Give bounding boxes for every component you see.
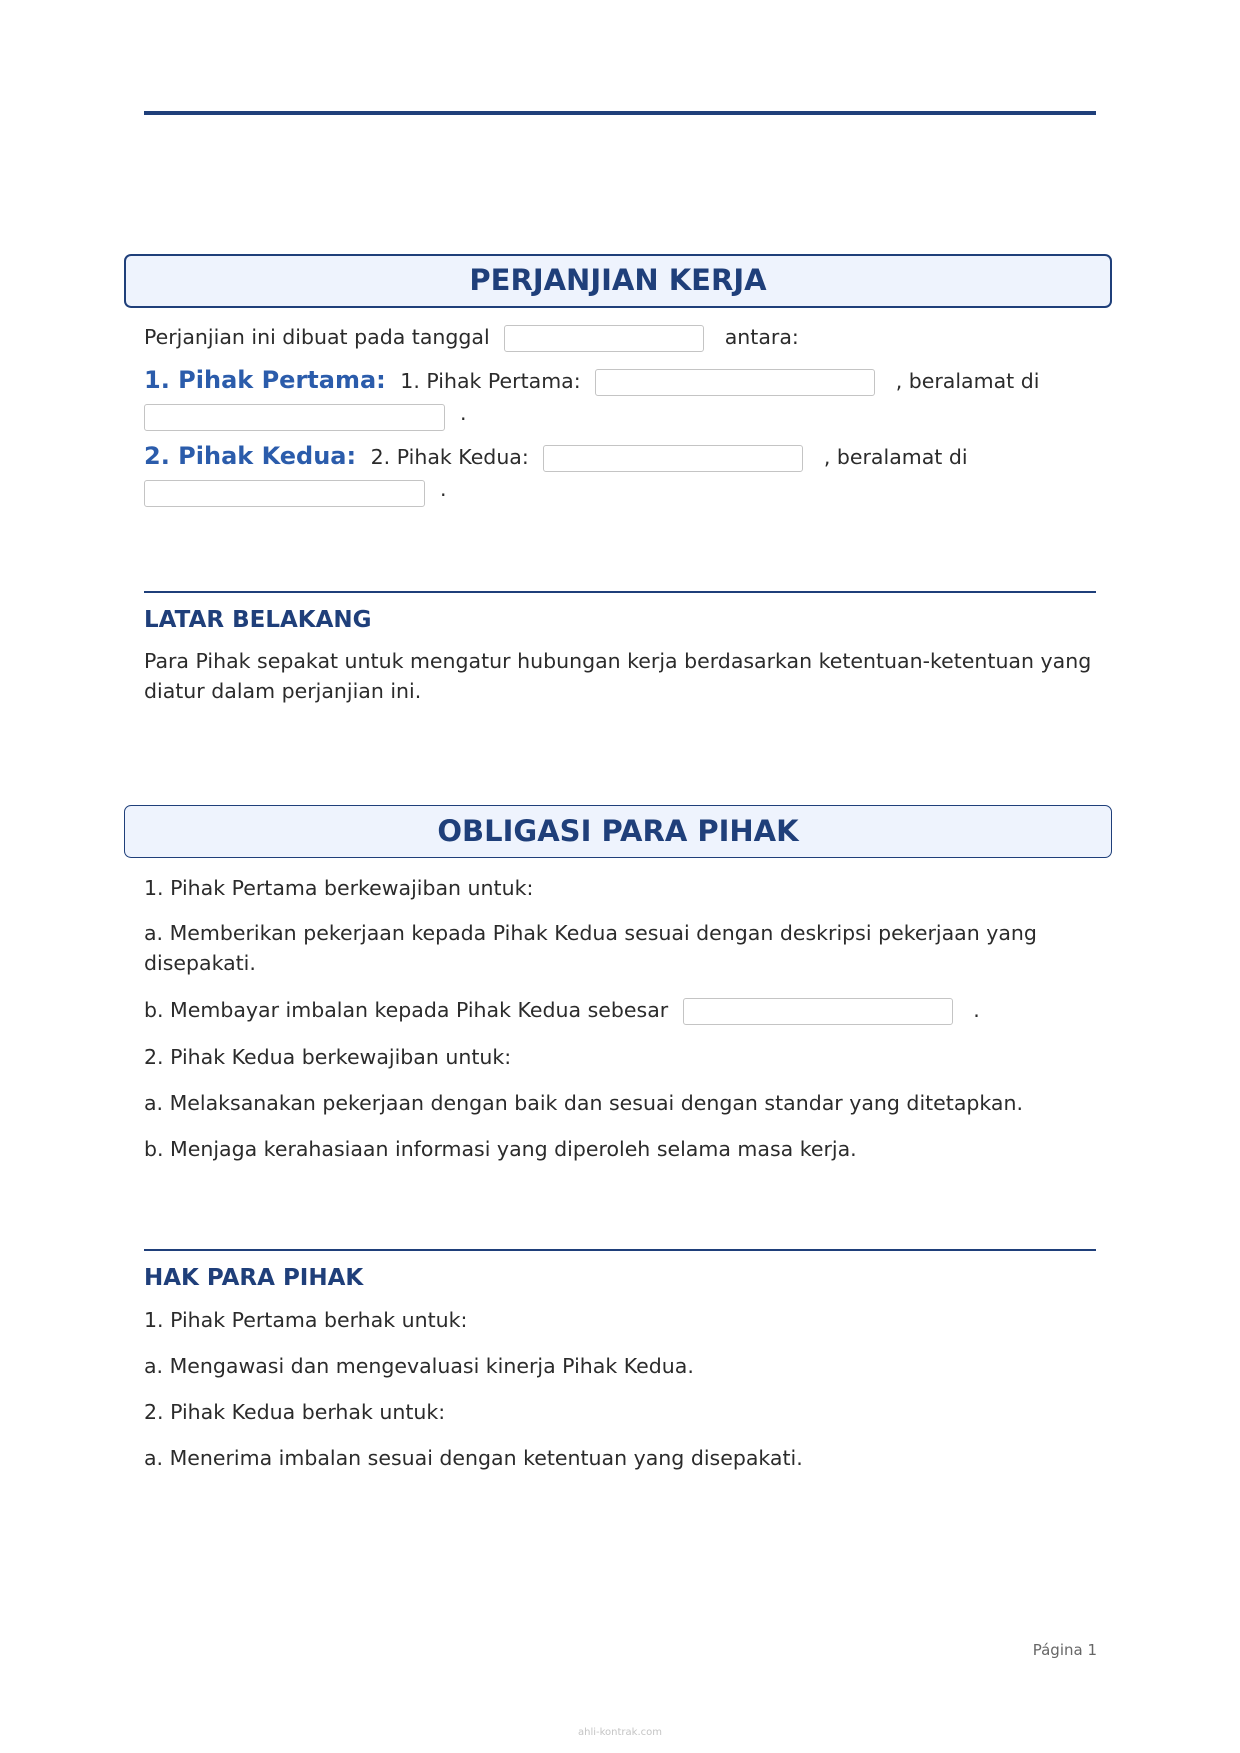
intro-text: Perjanjian ini dibuat pada tanggal <box>144 325 490 349</box>
latar-rule <box>144 591 1096 593</box>
party2-address-text: , beralamat di <box>823 445 968 469</box>
obligasi-p2a: a. Melaksanakan pekerjaan dengan baik dan sesuai dengan standar yang ditetapkan. <box>144 1091 1023 1115</box>
party1-name-field[interactable] <box>595 369 875 396</box>
party1-text: 1. Pihak Pertama: <box>400 369 581 393</box>
obligasi-p2: 2. Pihak Kedua berkewajiban untuk: <box>144 1045 512 1069</box>
party2-end: . <box>440 477 447 501</box>
intro-after-text: antara: <box>724 325 799 349</box>
obligasi-p1a: a. Memberikan pekerjaan kepada Pihak Kedua sesuai dengan deskripsi pekerjaan yang disepakati. <box>144 921 1037 975</box>
obligasi-p1b-line <box>144 996 980 1025</box>
title-heading: PERJANJIAN KERJA <box>124 254 1112 308</box>
intro-line <box>144 323 799 352</box>
party2-address-field[interactable] <box>144 480 425 507</box>
party2-text: 2. Pihak Kedua: <box>370 445 529 469</box>
latar-text: Para Pihak sepakat untuk mengatur hubungan kerja berdasarkan ketentuan-ketentuan yang diatur dalam perjanjian ini. <box>144 649 1092 703</box>
party2-name-field[interactable] <box>543 445 803 472</box>
obligasi-heading: OBLIGASI PARA PIHAK <box>124 805 1112 858</box>
site-watermark: ahli-kontrak.com <box>577 1727 662 1738</box>
hak-p2a: a. Menerima imbalan sesuai dengan ketentuan yang disepakati. <box>144 1446 803 1470</box>
hak-p1a: a. Mengawasi dan mengevaluasi kinerja Pihak Kedua. <box>144 1354 694 1378</box>
hak-p2: 2. Pihak Kedua berhak untuk: <box>144 1400 446 1424</box>
hak-rule <box>144 1249 1096 1251</box>
party1-label: 1. Pihak Pertama: <box>144 366 386 394</box>
date-field[interactable] <box>504 325 704 352</box>
party2-line <box>144 442 968 472</box>
salary-field[interactable] <box>683 998 953 1025</box>
party2-label: 2. Pihak Kedua: <box>144 442 357 470</box>
party1-end: . <box>460 401 467 425</box>
obligasi-p1: 1. Pihak Pertama berkewajiban untuk: <box>144 876 534 900</box>
hak-title: HAK PARA PIHAK <box>144 1265 364 1291</box>
header-rule <box>144 111 1096 115</box>
party1-line <box>144 366 1039 396</box>
page-number: Página 1 <box>1032 1641 1097 1659</box>
party1-address-text: , beralamat di <box>895 369 1040 393</box>
obligasi-p2b: b. Menjaga kerahasiaan informasi yang diperoleh selama masa kerja. <box>144 1137 857 1161</box>
latar-title: LATAR BELAKANG <box>144 607 372 633</box>
obligasi-p1b-end: . <box>973 998 980 1022</box>
party1-address-field[interactable] <box>144 404 445 431</box>
hak-p1: 1. Pihak Pertama berhak untuk: <box>144 1308 468 1332</box>
obligasi-p1b-text: b. Membayar imbalan kepada Pihak Kedua sebesar <box>144 998 669 1022</box>
